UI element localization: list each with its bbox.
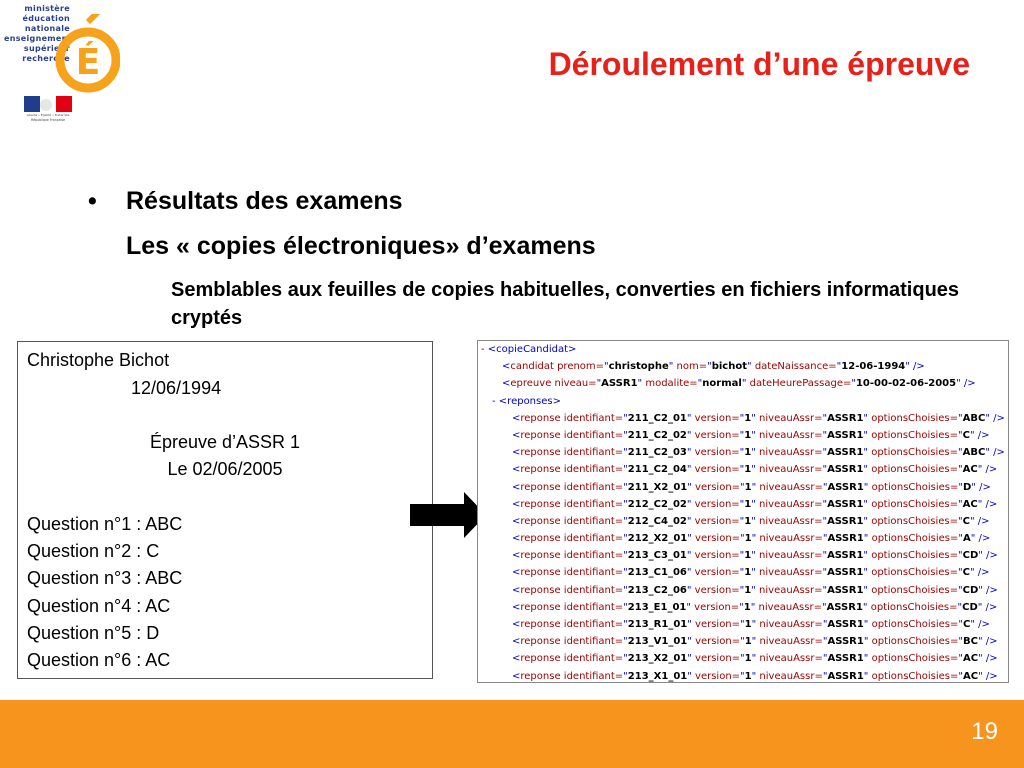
- attr-value: C: [962, 429, 970, 441]
- xml-tag: <reponses>: [498, 395, 561, 407]
- attr-value: bichot: [711, 361, 748, 373]
- question-answer: Question n°1 : ABC: [27, 514, 183, 534]
- attr-value: CD: [962, 584, 979, 596]
- attr-value: 1: [744, 619, 752, 630]
- xml-reponse-row: <reponse identifiant="213_R1_01" version="1" niveauAssr="ASSR1" optionsChoisies="C" />: [512, 619, 990, 630]
- xml-reponse-row: <reponse identifiant="211_C2_03" version="1" niveauAssr="ASSR1" optionsChoisies="ABC" />: [512, 447, 1005, 459]
- attr-value: 211_C2_04: [627, 464, 687, 476]
- attr-value: ASSR1: [827, 636, 864, 648]
- question-answer: Question n°5 : D: [27, 623, 160, 643]
- attr-value: C: [962, 515, 970, 527]
- attr-value: 1: [744, 464, 752, 476]
- attr-value: ASSR1: [827, 412, 864, 424]
- attr-value: C: [962, 619, 971, 630]
- attr-value: 1: [743, 601, 751, 613]
- attr-value: ASSR1: [827, 498, 864, 510]
- attr-value: 1: [744, 515, 752, 527]
- attr-value: 1: [744, 481, 752, 493]
- logo-line: supérieur: [23, 44, 70, 53]
- xml-reponse-row: <reponse identifiant="213_C3_01" version="1" niveauAssr="ASSR1" optionsChoisies="CD" />: [512, 550, 998, 562]
- footer-bar: [0, 700, 1024, 768]
- paper-copy-card: [17, 341, 433, 679]
- ministry-logo: [4, 4, 122, 122]
- attr-value: ASSR1: [827, 464, 864, 476]
- attr-value: CD: [962, 601, 978, 613]
- attr-value: A: [962, 533, 971, 545]
- attr-value: CD: [962, 550, 979, 562]
- attr-value: 1: [744, 653, 752, 665]
- attr-value: ASSR1: [826, 601, 863, 613]
- attr-value: 12-06-1994: [841, 361, 906, 373]
- sub-bullet-level2: Semblables aux feuilles de copies habituelles, converties en fichiers informatiques cryptés: [171, 279, 960, 329]
- xml-reponse-row: <reponse identifiant="211_X2_01" version="1" niveauAssr="ASSR1" optionsChoisies="D" />: [512, 481, 991, 493]
- attr-value: ASSR1: [827, 584, 864, 596]
- attr-value: 1: [744, 636, 752, 648]
- xml-root-row: [478, 341, 1008, 358]
- attr-value: 213_C1_06: [627, 567, 687, 579]
- xml-reponses-row: [478, 393, 1008, 410]
- question-answer: Question n°4 : AC: [27, 596, 171, 616]
- attr-value: 211_X2_01: [627, 481, 688, 493]
- xml-epreuve-row: <epreuve niveau="ASSR1" modalite="normal" dateHeurePassage="10-00-02-06-2005" />: [502, 378, 976, 390]
- logo-line: nationale: [24, 24, 70, 33]
- arrow-right-icon: [408, 490, 488, 540]
- svg-text:République Française: République Française: [31, 118, 65, 122]
- logo-line: ministère: [24, 4, 70, 13]
- xml-reponse-row: <reponse identifiant="213_X2_01" version="1" niveauAssr="ASSR1" optionsChoisies="AC" />: [512, 653, 998, 665]
- xml-reponse-row: <reponse identifiant="211_C2_04" version="1" niveauAssr="ASSR1" optionsChoisies="AC" />: [512, 464, 998, 476]
- minus-toggle-icon[interactable]: -: [492, 395, 496, 407]
- xml-reponse-row: <reponse identifiant="212_C4_02" version="1" niveauAssr="ASSR1" optionsChoisies="C" />: [512, 515, 990, 527]
- xml-reponse-row: <reponse identifiant="212_C2_02" version="1" niveauAssr="ASSR1" optionsChoisies="AC" />: [512, 498, 998, 510]
- attr-value: 211_C2_01: [627, 412, 687, 424]
- xml-reponse-row: <reponse identifiant="213_E1_01" version="1" niveauAssr="ASSR1" optionsChoisies="CD" />: [512, 601, 998, 613]
- attr-value: ASSR1: [827, 619, 864, 630]
- attr-value: 213_C2_06: [627, 584, 687, 596]
- attr-value: AC: [962, 464, 978, 476]
- attr-value: ASSR1: [827, 447, 864, 459]
- attr-value: christophe: [608, 361, 669, 373]
- attr-value: ABC: [962, 447, 986, 459]
- candidate-birthdate: 12/06/1994: [131, 378, 222, 398]
- attr-value: 213_C3_01: [627, 550, 687, 562]
- attr-value: 213_X2_01: [627, 653, 688, 665]
- logo-line: recherche: [22, 54, 70, 63]
- attr-value: ASSR1: [827, 670, 864, 682]
- attr-value: ASSR1: [827, 429, 864, 441]
- question-answer: Question n°2 : C: [27, 541, 160, 561]
- attr-value: 211_C2_02: [627, 429, 687, 441]
- republique-francaise-flag-icon: [24, 96, 72, 122]
- attr-value: D: [962, 481, 972, 493]
- candidate-name: Christophe Bichot: [27, 350, 170, 370]
- attr-value: 1: [744, 412, 752, 424]
- xml-document-view: [477, 340, 1009, 683]
- attr-value: 212_X2_01: [627, 533, 688, 545]
- xml-reponses-list: [478, 410, 1008, 683]
- xml-reponse-row: <reponse identifiant="213_C2_06" version="1" niveauAssr="ASSR1" optionsChoisies="CD" />: [512, 584, 998, 596]
- bullet-dot-icon: •: [88, 187, 97, 215]
- slide-title: Déroulement d’une épreuve: [548, 46, 970, 82]
- question-answer: Question n°6 : AC: [27, 650, 171, 670]
- attr-value: normal: [702, 378, 742, 390]
- attr-value: ASSR1: [827, 567, 864, 579]
- xml-reponse-row: <reponse identifiant="213_V1_01" version="1" niveauAssr="ASSR1" optionsChoisies="BC" />: [512, 636, 998, 648]
- attr-value: 1: [744, 447, 752, 459]
- attr-value: 1: [744, 567, 752, 579]
- logo-line: éducation: [22, 14, 70, 23]
- sub-bullet-level1: Les « copies électroniques» d’examens: [126, 232, 596, 260]
- attr-value: 1: [744, 498, 752, 510]
- bullet-text: Résultats des examens: [126, 187, 403, 215]
- attr-value: 213_V1_01: [627, 636, 688, 648]
- exam-name: Épreuve d’ASSR 1: [149, 432, 301, 452]
- attr-value: 213_E1_01: [627, 601, 687, 613]
- bullet-item: [88, 187, 403, 216]
- attr-value: 1: [744, 533, 752, 545]
- attr-value: 10-00-02-06-2005: [855, 378, 957, 390]
- attr-value: ASSR1: [827, 481, 864, 493]
- minus-toggle-icon[interactable]: -: [481, 344, 485, 355]
- attr-value: 212_C2_02: [627, 498, 687, 510]
- attr-value: 212_C4_02: [627, 515, 687, 527]
- exam-date: Le 02/06/2005: [167, 459, 283, 479]
- svg-text:É: É: [75, 42, 101, 83]
- attr-value: 211_C2_03: [627, 447, 687, 459]
- xml-reponse-row: <reponse identifiant="211_C2_02" version="1" niveauAssr="ASSR1" optionsChoisies="C" />: [512, 429, 990, 441]
- attr-value: ASSR1: [827, 533, 864, 545]
- svg-text:Liberté • Égalité • Fraternité: Liberté • Égalité • Fraternité: [26, 113, 70, 117]
- attr-value: 1: [744, 429, 752, 441]
- logo-e-icon: [50, 14, 120, 94]
- attr-value: ASSR1: [601, 378, 638, 390]
- xml-reponse-row: <reponse identifiant="211_C2_01" version="1" niveauAssr="ASSR1" optionsChoisies="ABC" />: [512, 412, 1005, 424]
- attr-value: ASSR1: [827, 515, 864, 527]
- xml-tag: <copieCandidat>: [487, 344, 577, 355]
- page-number: 19: [971, 718, 998, 745]
- attr-value: AC: [962, 670, 979, 682]
- question-answer: Question n°3 : ABC: [27, 568, 183, 588]
- attr-value: AC: [962, 498, 978, 510]
- xml-reponse-row: <reponse identifiant="213_C1_06" version="1" niveauAssr="ASSR1" optionsChoisies="C" />: [512, 567, 990, 579]
- xml-reponse-row: <reponse identifiant="213_X1_01" version="1" niveauAssr="ASSR1" optionsChoisies="AC" />: [512, 670, 998, 682]
- attr-value: 213_X1_01: [627, 670, 688, 682]
- attr-value: ABC: [962, 412, 986, 424]
- attr-value: C: [962, 567, 970, 579]
- attr-value: ASSR1: [827, 653, 864, 665]
- attr-value: 1: [744, 670, 752, 682]
- xml-reponse-row: <reponse identifiant="212_X2_01" version="1" niveauAssr="ASSR1" optionsChoisies="A" />: [512, 533, 991, 545]
- logo-line: enseignement: [4, 34, 72, 43]
- attr-value: 213_R1_01: [627, 619, 688, 630]
- xml-candidat-row: <candidat prenom="christophe" nom="bichot" dateNaissance="12-06-1994" />: [502, 361, 925, 373]
- attr-value: 1: [744, 550, 752, 562]
- attr-value: AC: [962, 653, 979, 665]
- attr-value: ASSR1: [827, 550, 864, 562]
- attr-value: BC: [963, 636, 978, 648]
- attr-value: 1: [744, 584, 752, 596]
